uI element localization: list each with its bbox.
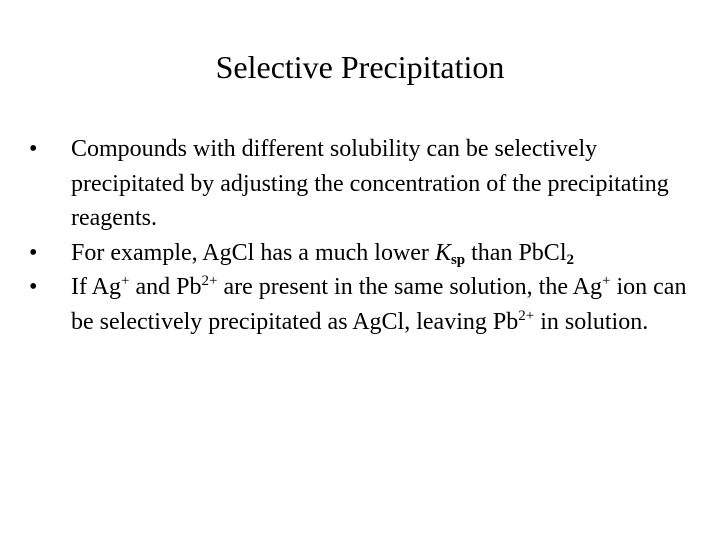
bullet-text: Compounds with different solubility can be selectively precipitated by adjusting the concentration of the precipitating reagents. [71,136,669,231]
bullet-text: are present in the same solution, the Ag [217,274,603,300]
pbcl2-subscript: 2 [566,251,574,268]
ksp-symbol: K [434,239,451,266]
bullet-dot: • [29,239,38,266]
ksp-subscript: sp [450,251,466,268]
pb-charge: 2+ [518,307,535,324]
bullet-dot: • [29,136,38,162]
bullet-text: than PbCl [465,239,567,266]
bullet-list [29,132,699,339]
bullet-text: in solution. [534,308,649,335]
bullet-dot: • [29,274,38,300]
slide-title: Selective Precipitation [215,49,505,85]
bullet-text: If Ag [71,274,121,300]
bullet-item-3 [29,270,699,339]
pb-charge: 2+ [201,273,218,289]
bullet-text: For example, AgCl has a much lower [71,239,435,266]
ag-charge: + [602,273,611,289]
bullet-text: and Pb [129,274,202,300]
bullet-text: ion can be selectively precipitated as AgCl, leaving Pb [71,274,687,335]
bullet-item-2 [29,236,699,271]
bullet-item-1 [29,132,699,236]
ag-charge: + [121,273,130,289]
